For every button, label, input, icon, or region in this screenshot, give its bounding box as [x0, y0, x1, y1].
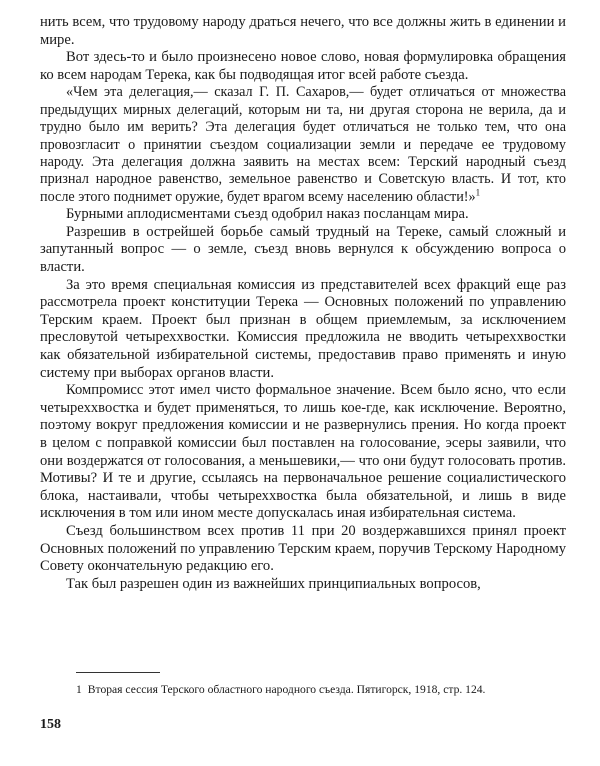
paragraph-8: Съезд большинством всех против 11 при 20 воздержавшихся принял проект Основных положений по управлению Терским краем, поручив Терскому Народному Совету окончательную редакцию его.: [40, 522, 567, 575]
footnote-number: 1: [76, 683, 82, 696]
paragraph-5: Разрешив в острейшей борьбе самый трудный на Тереке, самый сложный и запутанный вопрос — о земле, съезд вновь вернулся к обсуждению вопроса о власти.: [40, 223, 566, 275]
page-body: [40, 14, 566, 593]
paragraph-4: Бурными аплодисментами съезд одобрил наказ посланцам мира.: [66, 206, 469, 223]
paragraph-quote: [40, 84, 566, 206]
footnote-divider: [76, 672, 160, 673]
footnote: [76, 683, 576, 697]
paragraph-2: Вот здесь-то и было произнесено новое слово, новая формулировка обращения ко всем народам Терека, как бы подводящая итог всей работе съезда.: [40, 49, 566, 83]
paragraph-9: Так был разрешен один из важнейших принципиальных вопросов,: [66, 575, 481, 592]
paragraph-6: За это время специальная комиссия из представителей всех фракций еще раз рассмотрела проект конституции Терека — Основных положений по управлению Терским краем. Проект был признан в общем приемлемым, за исключением пресловутой четыреххвостки. Комиссия предложила не вводить четыреххвостки как обязательной избирательной системы, предоставив право применять и иную систему при выборах органов власти.: [40, 276, 566, 381]
footnote-reference: 1: [475, 187, 481, 198]
paragraph-7: Компромисс этот имел чисто формальное значение. Всем было ясно, что если четыреххвостка и будет применяться, то лишь кое-где, как исключение. Вероятно, поэтому вокруг предложения комиссии и не развернулись прения. Но когда проект в целом с поправкой комиссии был поставлен на голосование, эсеры заявили, что они воздержатся от голосования, а меньшевики,— что они будут голосовать против. Мотивы? И те и другие, ссылаясь на первоначальное решение социалистического блока, настаивали, чтобы четыреххвостка была обязательной, и лишь в виде исключения в том или ином месте допускалась иная избирательная система.: [40, 382, 566, 522]
page-number: 158: [40, 717, 61, 732]
quote-text: «Чем эта делегация,— сказал Г. П. Сахаров,— будет отличаться от множества предыдущих мирных делегаций, которым ни та, ни другая сторона не верила, да и трудно было им верить? Эта делегация будет отличаться не только тем, что она провозгласит о принятии съездом социализации земли и передаче ее трудовому народу. Эта делегация должна заявить на местах всем: Терский народный съезд признал народное равенство, земельное равенство и Советскую власть. И тот, кто после этого поднимет оружие, будет врагом всему населению области!»: [40, 84, 566, 205]
footnote-text: Вторая сессия Терского областного народного съезда. Пятигорск, 1918, стр. 124.: [87, 683, 486, 696]
paragraph-1: нить всем, что трудовому народу драться нечего, что все должны жить в единении и мире.: [40, 14, 566, 48]
